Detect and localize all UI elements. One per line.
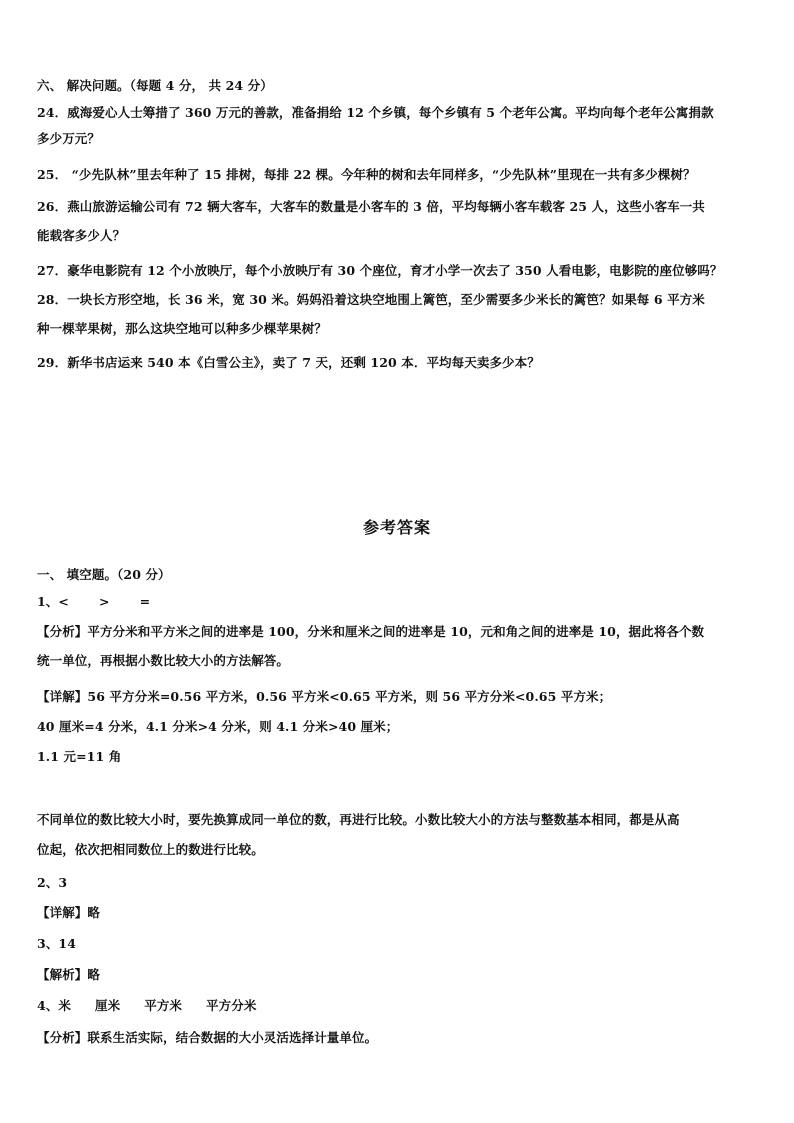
answer-1-detail-line-3: 1.1 元=11 角	[37, 749, 122, 764]
answer-symbol: <	[58, 594, 69, 609]
answer-3-analysis: 【解析】略	[37, 967, 101, 982]
answer-4-analysis: 【分析】联系生活实际，结合数据的大小灵活选择计量单位。	[37, 1030, 378, 1045]
answer-1	[37, 593, 150, 611]
answer-unit: 米	[58, 998, 72, 1013]
answer-symbol: =	[139, 594, 151, 609]
answer-2-detail: 【详解】略	[37, 905, 101, 920]
answer-1-note-line-1: 不同单位的数比较大小时，要先换算成同一单位的数，再进行比较。小数比较大小的方法与整数基本相同，都是从高	[37, 812, 680, 827]
question-28-line-1: 28．一块长方形空地，长 36 米，宽 30 米。妈妈沿着这块空地围上篱笆，至少需要多少米长的篱笆？如果每 6 平方米	[37, 292, 705, 307]
question-29: 29．新华书店运来 540 本《白雪公主》，卖了 7 天，还剩 120 本．平均每天卖多少本？	[37, 355, 540, 370]
question-26-line-2: 能载客多少人？	[37, 228, 126, 243]
answer-1-analysis-line-1: 【分析】平方分米和平方米之间的进率是 100，分米和厘米之间的进率是 10，元和角之间的进率是 10，据此将各个数	[37, 624, 705, 639]
answer-1-note-line-2: 位起，依次把相同数位上的数进行比较。	[37, 842, 264, 857]
answer-1-analysis-line-2: 统一单位，再根据小数比较大小的方法解答。	[37, 653, 290, 668]
question-28-line-2: 种一棵苹果树，那么这块空地可以种多少棵苹果树？	[37, 321, 327, 336]
answer-2: 2、3	[37, 875, 68, 890]
answer-4	[37, 997, 256, 1015]
answer-number: 1、	[37, 594, 59, 609]
question-24-line-2: 多少万元？	[37, 131, 101, 146]
answers-title: 参考答案	[362, 518, 431, 537]
question-25: 25． “少先队林”里去年种了 15 排树，每排 22 棵。今年种的树和去年同样多，“少先队林”里现在一共有多少棵树？	[37, 167, 696, 182]
answer-1-detail-line-2: 40 厘米=4 分米，4.1 分米>4 分米，则 4.1 分米>40 厘米；	[37, 719, 399, 734]
answer-unit: 平方分米	[206, 998, 257, 1013]
answer-number: 4、	[37, 998, 59, 1013]
question-27: 27．豪华电影院有 12 个小放映厅，每个小放映厅有 30 个座位，育才小学一次去了 350 人看电影，电影院的座位够吗？	[37, 263, 723, 278]
answer-symbol: >	[98, 594, 110, 609]
answer-3: 3、14	[37, 936, 76, 951]
question-24-line-1: 24．威海爱心人士筹措了 360 万元的善款，准备捐给 12 个乡镇，每个乡镇有 5 个老年公寓。平均向每个老年公寓捐款	[37, 105, 714, 120]
answer-unit: 厘米	[95, 998, 121, 1013]
answer-unit: 平方米	[144, 998, 183, 1013]
section-six-heading: 六、 解决问题。（每题 4 分， 共 24 分）	[37, 78, 273, 93]
answer-1-detail-line-1: 【详解】56 平方分米=0.56 平方米，0.56 平方米<0.65 平方米，则 56 平方分米<0.65 平方米；	[37, 689, 612, 704]
question-26-line-1: 26．燕山旅游运输公司有 72 辆大客车，大客车的数量是小客车的 3 倍，平均每辆小客车载客 25 人，这些小客车一共	[37, 199, 705, 214]
section-one-heading: 一、 填空题。（20 分）	[37, 567, 171, 582]
